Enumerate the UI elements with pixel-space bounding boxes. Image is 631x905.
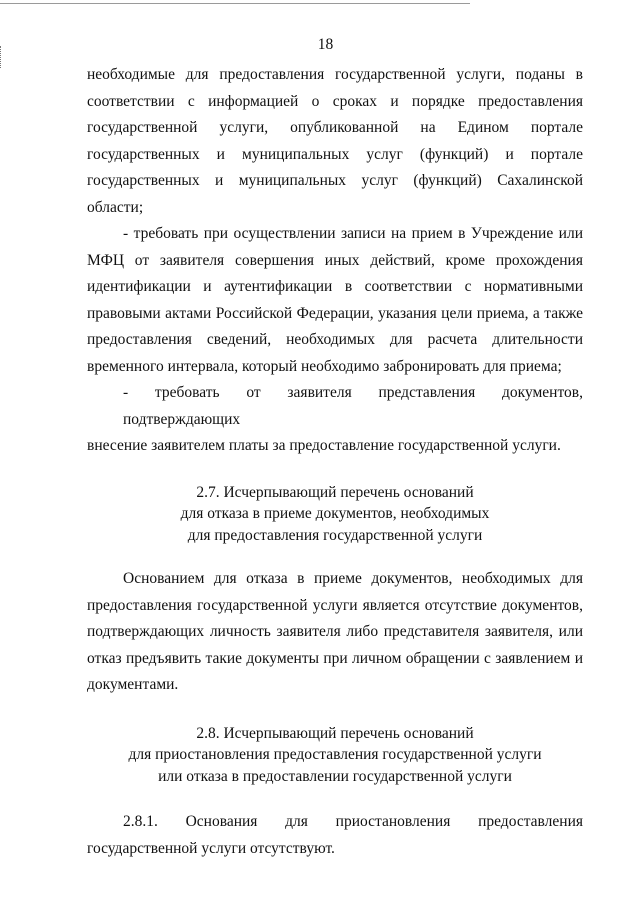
- paragraph-5: [87, 809, 583, 862]
- document-body: [87, 62, 583, 862]
- paragraph-line: государственных и муниципальных услуг (функций) и портале: [87, 145, 583, 163]
- paragraph-line: идентификации и аутентификации в соответствии с нормативными: [87, 278, 583, 295]
- paragraph-line: соответствии с информацией о сроках и порядке предоставления: [87, 92, 583, 110]
- paragraph-line: подтверждающих личность заявителя либо представителя заявителя, или: [87, 623, 583, 640]
- paragraph-3: [87, 380, 583, 460]
- paragraph-line: предоставления государственной услуги является отсутствие документов,: [87, 596, 583, 614]
- heading-line: или отказа в предоставлении государственной услуги: [158, 767, 512, 785]
- heading-line: для отказа в приеме документов, необходимых: [180, 505, 490, 522]
- paragraph-line: документами.: [87, 676, 179, 693]
- paragraph-line: государственной услуги отсутствуют.: [87, 839, 335, 857]
- paragraph-line: МФЦ от заявителя совершения иных действий, кроме прохождения: [87, 251, 583, 269]
- paragraph-line: внесение заявителем платы за предоставление государственной услуги.: [87, 437, 561, 454]
- heading-line: для предоставления государственной услуги: [187, 526, 483, 544]
- scan-edge-mark: [0, 46, 3, 68]
- paragraph-line: отказ предъявить такие документы при личном обращении с заявлением и: [87, 649, 583, 667]
- paragraph-line: - требовать от заявителя представления документов, подтверждающих: [123, 384, 583, 428]
- heading-line: 2.7. Исчерпывающий перечень оснований: [196, 483, 474, 501]
- paragraph-2: [87, 221, 583, 380]
- paragraph-line: необходимые для предоставления государственной услуги, поданы в: [87, 66, 583, 83]
- paragraph-line: - требовать при осуществлении записи на прием в Учреждение или: [123, 225, 583, 242]
- heading-line: 2.8. Исчерпывающий перечень оснований: [196, 724, 474, 742]
- section-heading-2-8: [87, 723, 583, 788]
- paragraph-4: [87, 566, 583, 699]
- paragraph-line: правовыми актами Российской Федерации, указания цели приема, а также: [87, 304, 583, 322]
- paragraph-1: [87, 62, 583, 221]
- heading-line: для приостановления предоставления государственной услуги: [128, 746, 542, 763]
- scan-top-rule: [0, 3, 470, 4]
- paragraph-line: предоставления сведений, необходимых для расчета длительности: [87, 331, 583, 348]
- paragraph-line: временного интервала, который необходимо забронировать для приема;: [87, 357, 562, 375]
- paragraph-line: Основанием для отказа в приеме документов, необходимых для: [123, 570, 583, 587]
- paragraph-line: 2.8.1. Основания для приостановления предоставления: [123, 813, 583, 830]
- section-heading-2-7: [87, 482, 583, 547]
- paragraph-line: государственных и муниципальных услуг (функций) Сахалинской области;: [87, 172, 583, 216]
- page-number: 18: [317, 36, 334, 53]
- paragraph-line: государственной услуги, опубликованной на Едином портале: [87, 119, 583, 136]
